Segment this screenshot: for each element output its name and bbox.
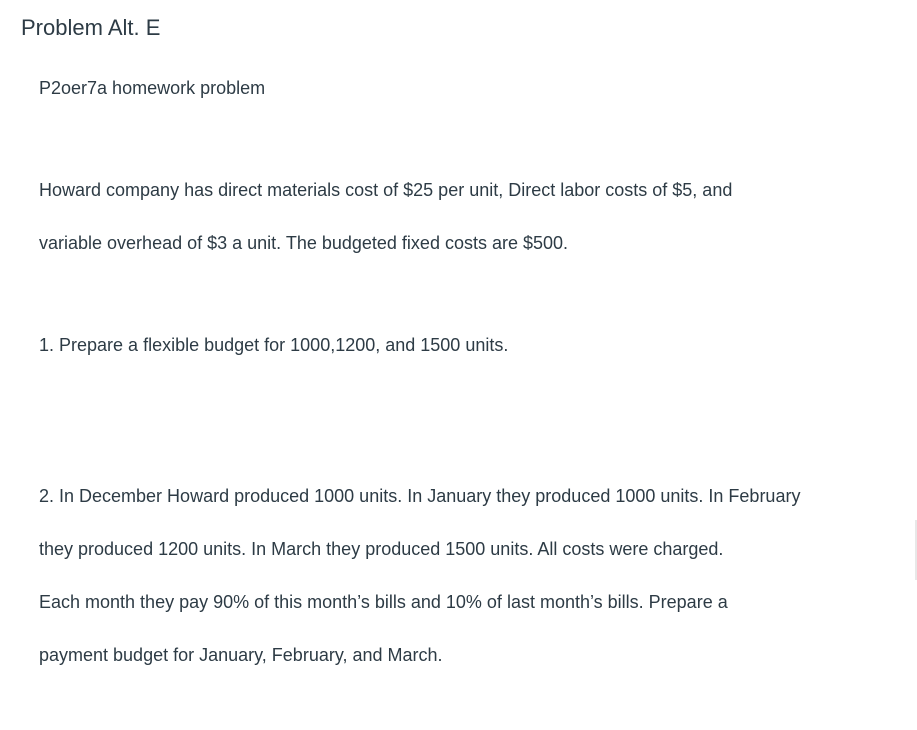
problem-subtitle: P2oer7a homework problem (39, 78, 266, 98)
question-2-text-line-1: 2. In December Howard produced 1000 units. In January they produced 1000 units. In February (39, 486, 801, 506)
question-1-text: 1. Prepare a flexible budget for 1000,1200, and 1500 units. (39, 335, 509, 355)
intro-text-line-1: Howard company has direct materials cost of $25 per unit, Direct labor costs of $5, and (39, 180, 733, 200)
intro-text-line-2: variable overhead of $3 a unit. The budgeted fixed costs are $500. (39, 233, 569, 253)
question-2-text-line-2: they produced 1200 units. In March they produced 1500 units. All costs were charged. (39, 539, 724, 559)
question-2-text-line-3: Each month they pay 90% of this month’s bills and 10% of last month’s bills. Prepare a (39, 592, 728, 612)
page-title: Problem Alt. E (21, 15, 161, 40)
question-2-text-line-4: payment budget for January, February, and March. (39, 645, 443, 665)
